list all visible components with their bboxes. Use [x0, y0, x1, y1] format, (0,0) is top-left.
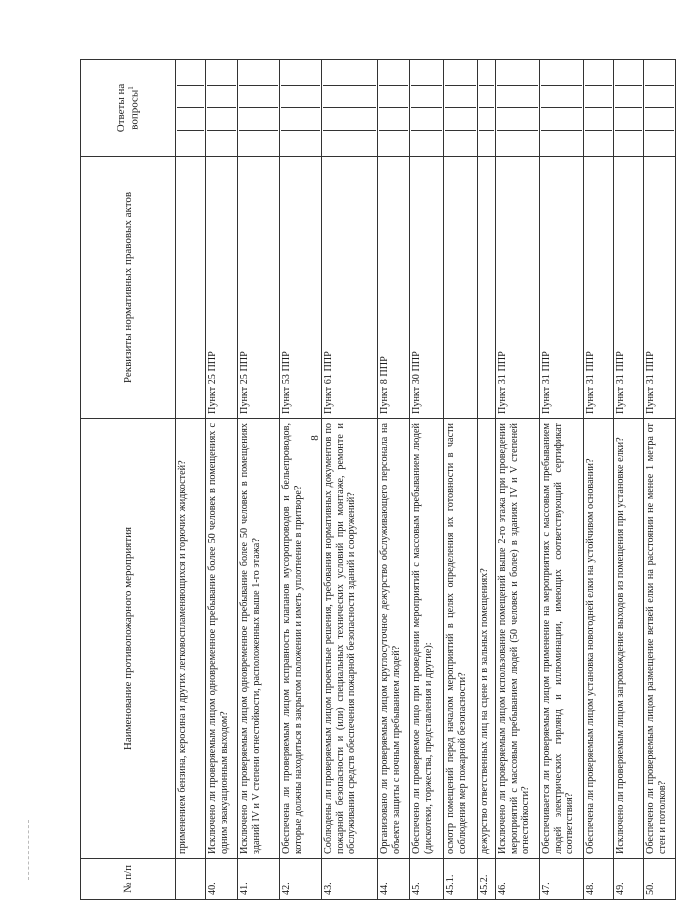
answer-cell: [177, 64, 204, 86]
answer-cell: [645, 131, 674, 152]
row-number: 45.2.: [478, 859, 496, 900]
row-number: 46.: [496, 859, 540, 900]
page-number: 8: [308, 435, 321, 441]
answer-subcolumns: [177, 64, 204, 152]
row-requisites: Пункт 31 ППР: [584, 157, 614, 419]
answer-cell: [379, 109, 408, 131]
answer-cell: [615, 109, 642, 131]
answer-subcolumns: [445, 64, 476, 152]
answer-cell: [411, 131, 442, 152]
row-number: 43.: [322, 859, 378, 900]
row-requisites: [444, 157, 478, 419]
answer-cell: [541, 86, 582, 108]
answer-cell: [177, 86, 204, 108]
answer-cell: [645, 86, 674, 108]
row-answer-cells: [176, 60, 206, 157]
row-number: 41.: [238, 859, 280, 900]
answer-subcolumns: [645, 64, 674, 152]
answer-cell: [445, 131, 476, 152]
footnote-marker: 1: [126, 86, 135, 90]
row-answer-cells: [410, 60, 444, 157]
answer-cell: [239, 109, 278, 131]
table-row: [496, 60, 540, 900]
answer-cell: [379, 86, 408, 108]
answer-cell: [281, 109, 320, 131]
answer-subcolumns: [411, 64, 442, 152]
table-row: [478, 60, 496, 900]
answer-cell: [497, 64, 538, 86]
row-answer-cells: [444, 60, 478, 157]
answer-cell: [497, 86, 538, 108]
answer-subcolumns: [541, 64, 582, 152]
answer-cell: [445, 86, 476, 108]
answer-cell: [177, 109, 204, 131]
row-measure-text: осмотр помещений перед началом мероприятий в целях определения их готовности в части соблюдения мер пожарной безопасности?: [444, 419, 478, 859]
row-requisites: Пункт 8 ППР: [378, 157, 410, 419]
answer-cell: [585, 64, 612, 86]
answer-cell: [323, 131, 376, 152]
row-answer-cells: [478, 60, 496, 157]
row-measure-text: Обеспечено ли проверяемым лицом размещение ветвей елки на расстоянии не менее 1 метра от стен и потолков?: [644, 419, 676, 859]
answer-cell: [479, 86, 494, 108]
answer-cell: [379, 64, 408, 86]
row-number: 50.: [644, 859, 676, 900]
row-requisites: Пункт 25 ППР: [206, 157, 238, 419]
row-measure-text: Исключено ли проверяемым лицом одновременное пребывание более 50 человек в помещениях с одним эвакуационным выходом?: [206, 419, 238, 859]
row-number: 44.: [378, 859, 410, 900]
answer-cell: [281, 64, 320, 86]
answer-cell: [479, 131, 494, 152]
row-requisites: Пункт 30 ППР: [410, 157, 444, 419]
table-header-row: [81, 60, 176, 900]
table-row: [238, 60, 280, 900]
row-answer-cells: [280, 60, 322, 157]
row-answer-cells: [206, 60, 238, 157]
rotated-table-wrapper: [80, 60, 668, 900]
answer-cell: [323, 86, 376, 108]
row-requisites: [478, 157, 496, 419]
rotated-page-area: [80, 60, 668, 900]
row-requisites: Пункт 31 ППР: [644, 157, 676, 419]
table-row: [322, 60, 378, 900]
header-num: № п/п: [81, 859, 176, 900]
header-requisites: Реквизиты нормативных правовых актов: [81, 157, 176, 419]
row-measure-text: применением бензина, керосина и других легковоспламеняющихся и горючих жидкостей?: [176, 419, 206, 859]
row-number: 49.: [614, 859, 644, 900]
answer-cell: [207, 86, 236, 108]
row-answer-cells: [322, 60, 378, 157]
row-requisites: Пункт 25 ППР: [238, 157, 280, 419]
row-answer-cells: [378, 60, 410, 157]
answer-cell: [615, 64, 642, 86]
answer-cell: [207, 109, 236, 131]
answer-subcolumns: [479, 64, 494, 152]
row-measure-text: дежурство ответственных лиц на сцене и в зальных помещениях?: [478, 419, 496, 859]
answer-cell: [615, 131, 642, 152]
row-number: 47.: [540, 859, 584, 900]
table-row: [176, 60, 206, 900]
answer-cell: [411, 64, 442, 86]
answer-cell: [615, 86, 642, 108]
answer-cell: [281, 131, 320, 152]
row-number: [176, 859, 206, 900]
table-row: [614, 60, 644, 900]
answer-cell: [479, 109, 494, 131]
row-measure-text: Обеспечено ли проверяемое лицо при проведении мероприятий с массовым пребыванием людей (дискотеки, торжества, представления и другие):: [410, 419, 444, 859]
row-answer-cells: [614, 60, 644, 157]
row-measure-text: Исключено ли проверяемым лицом загромождение выходов из помещения при установке елки?: [614, 419, 644, 859]
table-row: [644, 60, 676, 900]
answer-cell: [239, 131, 278, 152]
answer-cell: [239, 86, 278, 108]
answer-cell: [497, 131, 538, 152]
row-answer-cells: [584, 60, 614, 157]
table-row: [280, 60, 322, 900]
table-row: [444, 60, 478, 900]
answer-cell: [379, 131, 408, 152]
table-row: [584, 60, 614, 900]
row-measure-text: Соблюдены ли проверяемым лицом проектные решения, требования нормативных документов по пожарной безопасности и (или) специальных технических условий при монтаже, ремонте и обслуживании средств обеспечения пожарной безопасности зданий и сооружений?: [322, 419, 378, 859]
row-answer-cells: [496, 60, 540, 157]
row-number: 42.: [280, 859, 322, 900]
row-measure-text: Обеспечена ли проверяемым лицом установка новогодней елки на устойчивом основании?: [584, 419, 614, 859]
answer-cell: [585, 131, 612, 152]
row-measure-text: Организовано ли проверяемым лицом круглосуточное дежурство обслуживающего персонала на объекте защиты с ночным пребыванием людей?: [378, 419, 410, 859]
row-requisites: [176, 157, 206, 419]
answer-cell: [497, 109, 538, 131]
answer-cell: [541, 64, 582, 86]
table-row: [410, 60, 444, 900]
answer-subcolumns: [323, 64, 376, 152]
answer-cell: [411, 109, 442, 131]
row-answer-cells: [644, 60, 676, 157]
answer-cell: [585, 109, 612, 131]
answer-cell: [541, 109, 582, 131]
answer-subcolumns: [239, 64, 278, 152]
row-number: 48.: [584, 859, 614, 900]
row-requisites: Пункт 31 ППР: [614, 157, 644, 419]
fire-safety-checklist-table: [80, 59, 676, 900]
answer-subcolumns: [585, 64, 612, 152]
answer-subcolumns: [281, 64, 320, 152]
answer-subcolumns: [497, 64, 538, 152]
row-number: 45.1.: [444, 859, 478, 900]
answer-cell: [239, 64, 278, 86]
row-measure-text: Исключено ли проверяемым лицом одновременное пребывание более 50 человек в помещениях зданий IV и V степени огнестойкости, расположенных выше 1-го этажа?: [238, 419, 280, 859]
margin-mark: [28, 820, 30, 880]
answer-cell: [445, 64, 476, 86]
header-name: Наименование противопожарного мероприятия: [81, 419, 176, 859]
answer-subcolumns: [207, 64, 236, 152]
answer-cell: [411, 86, 442, 108]
row-answer-cells: [540, 60, 584, 157]
header-answers-text: Ответы на вопросы: [115, 83, 141, 133]
table-row: [540, 60, 584, 900]
answer-cell: [585, 86, 612, 108]
row-answer-cells: [238, 60, 280, 157]
row-number: 45.: [410, 859, 444, 900]
header-answers: [81, 60, 176, 157]
answer-cell: [645, 64, 674, 86]
answer-cell: [645, 109, 674, 131]
row-measure-text: Обеспечена ли проверяемым лицом исправность клапанов мусоропроводов и бельепроводов, которые должны находиться в закрытом положении и иметь уплотнение в притворе?: [280, 419, 322, 859]
row-measure-text: Обеспечивается ли проверяемым лицом применение на мероприятиях с массовым пребыванием людей электрических гирлянд и иллюминации, имеющих соответствующий сертификат соответствия?: [540, 419, 584, 859]
answer-cell: [479, 64, 494, 86]
answer-cell: [541, 131, 582, 152]
answer-cell: [207, 64, 236, 86]
answer-cell: [177, 131, 204, 152]
answer-subcolumns: [379, 64, 408, 152]
answer-cell: [445, 109, 476, 131]
row-requisites: Пункт 31 ППР: [496, 157, 540, 419]
row-requisites: Пункт 61 ППР: [322, 157, 378, 419]
row-requisites: Пункт 31 ППР: [540, 157, 584, 419]
answer-cell: [207, 131, 236, 152]
table-row: [378, 60, 410, 900]
row-number: 40.: [206, 859, 238, 900]
answer-cell: [281, 86, 320, 108]
row-requisites: Пункт 53 ППР: [280, 157, 322, 419]
answer-cell: [323, 64, 376, 86]
table-row: [206, 60, 238, 900]
row-measure-text: Исключено ли проверяемым лицом использование помещений выше 2-го этажа при проведении мероприятий с массовым пребыванием людей (50 человек и более) в зданиях IV и V степеней огнестойкости?: [496, 419, 540, 859]
answer-cell: [323, 109, 376, 131]
answer-subcolumns: [615, 64, 642, 152]
